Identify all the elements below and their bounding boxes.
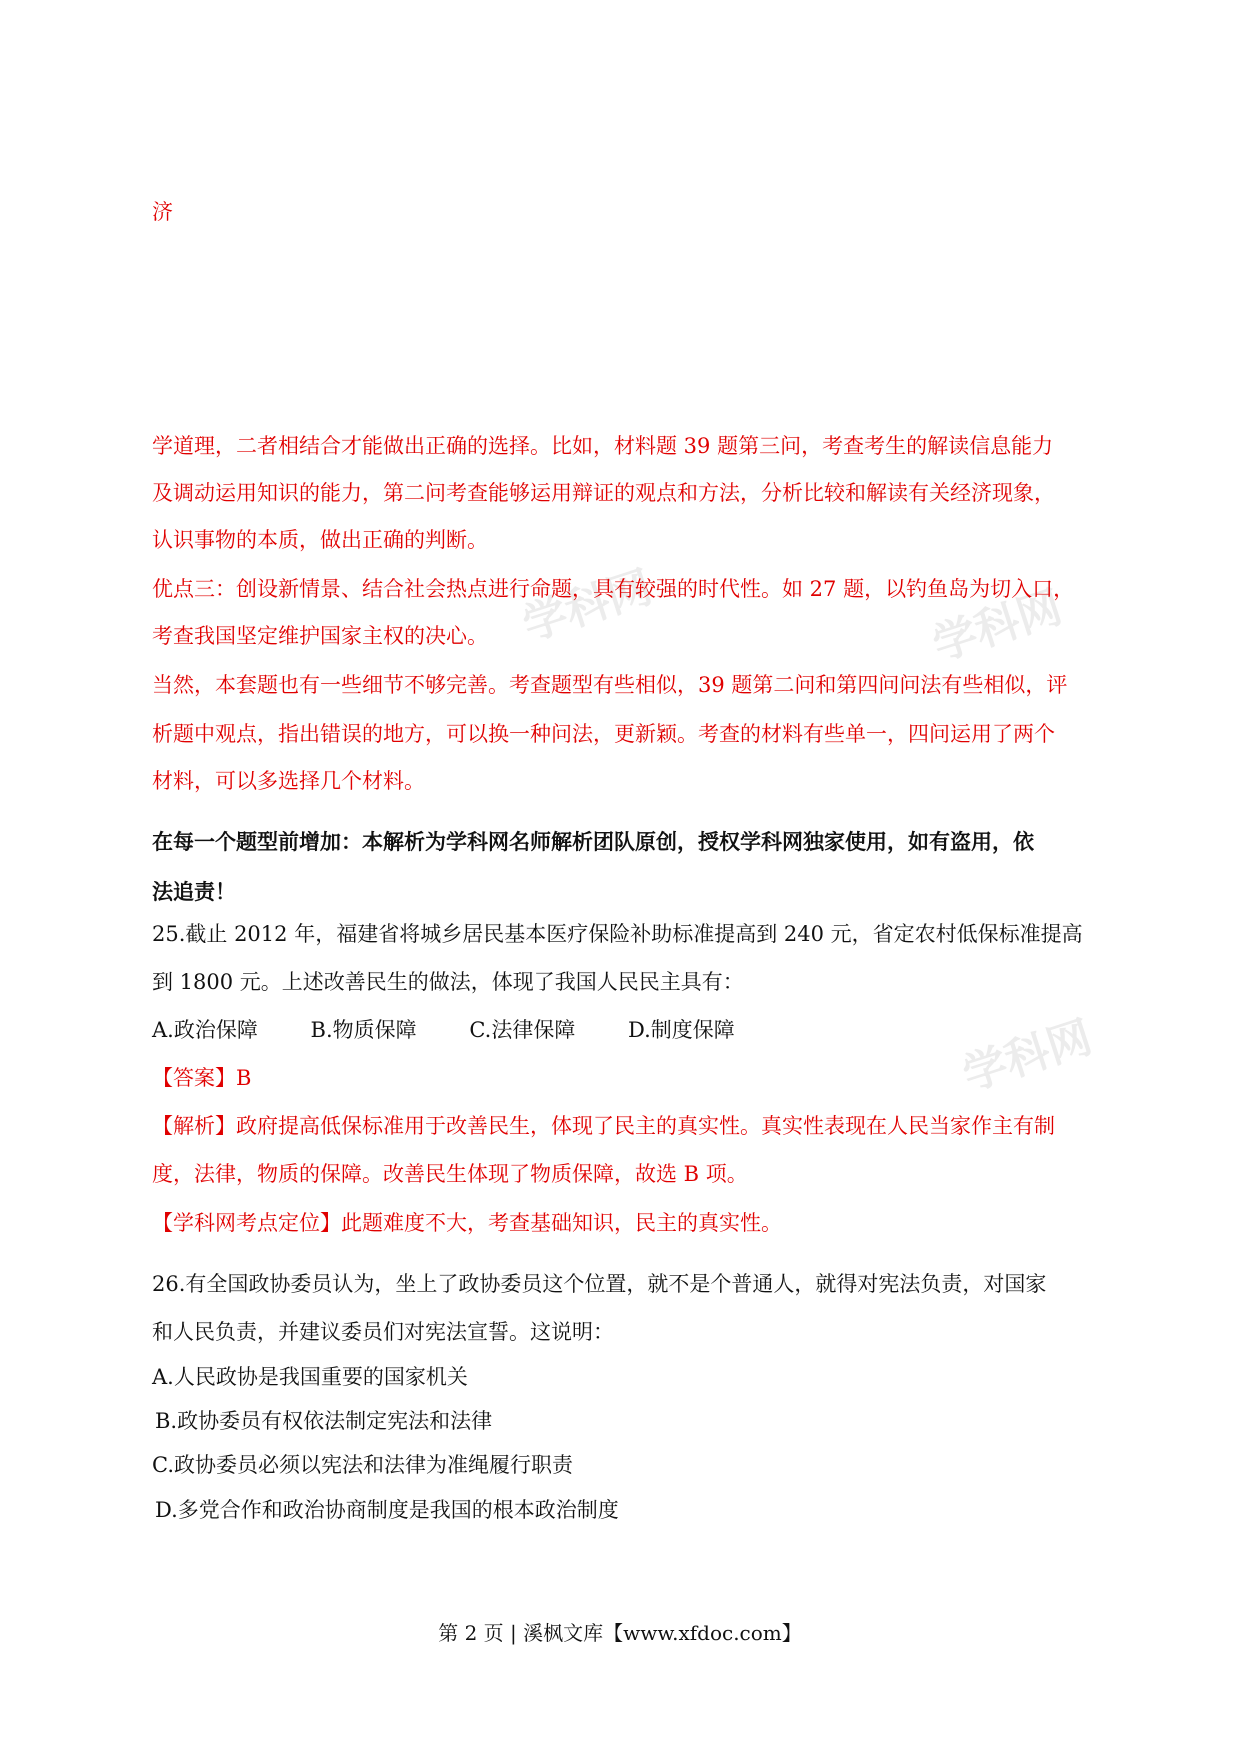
intro-line-4: 优点三：创设新情景、结合社会热点进行命题，具有较强的时代性。如 27 题，以钓鱼岛为切入口， bbox=[152, 577, 1075, 601]
watermark: 学科网 bbox=[956, 1011, 1099, 1101]
q26-option-a: A.人民政协是我国重要的国家机关 bbox=[152, 1365, 468, 1389]
q25-options bbox=[152, 1014, 781, 1044]
q26-option-d: D.多党合作和政治协商制度是我国的根本政治制度 bbox=[155, 1498, 619, 1522]
q26-option-b: B.政协委员有权依法制定宪法和法律 bbox=[155, 1409, 493, 1433]
intro-line-2: 及调动运用知识的能力，第二问考查能够运用辩证的观点和方法，分析比较和解读有关经济现象， bbox=[152, 481, 1055, 505]
q25-stem-1: 25.截止 2012 年，福建省将城乡居民基本医疗保险补助标准提高到 240 元，省定农村低保标准提高 bbox=[152, 922, 1083, 946]
q25-option-d: D.制度保障 bbox=[628, 1018, 735, 1042]
q25-analysis-1: 【解析】政府提高低保标准用于改善民生，体现了民主的真实性。真实性表现在人民当家作主有制 bbox=[152, 1114, 1055, 1138]
intro-line-6: 当然，本套题也有一些细节不够完善。考查题型有些相似，39 题第二问和第四问问法有些相似，评 bbox=[152, 673, 1068, 697]
q25-option-b: B.物质保障 bbox=[310, 1018, 417, 1042]
q25-analysis-2: 度，法律，物质的保障。改善民生体现了物质保障，故选 B 项。 bbox=[152, 1162, 748, 1186]
watermark: 学科网 bbox=[516, 561, 659, 651]
intro-line-8: 材料，可以多选择几个材料。 bbox=[152, 769, 425, 793]
q26-stem-2: 和人民负责，并建议委员们对宪法宣誓。这说明： bbox=[152, 1320, 614, 1344]
page-footer: 第 2 页 | 溪枫文库【www.xfdoc.com】 bbox=[438, 1621, 802, 1645]
intro-line-3: 认识事物的本质，做出正确的判断。 bbox=[152, 528, 488, 552]
q26-stem-1: 26.有全国政协委员认为，坐上了政协委员这个位置，就不是个普通人，就得对宪法负责，对国家 bbox=[152, 1272, 1047, 1296]
q25-answer: 【答案】B bbox=[152, 1066, 252, 1090]
intro-line-1: 学道理，二者相结合才能做出正确的选择。比如，材料题 39 题第三问，考查考生的解读信息能力 bbox=[152, 434, 1054, 458]
notice-line-2: 法追责！ bbox=[152, 879, 236, 904]
intro-line-7: 析题中观点，指出错误的地方，可以换一种问法，更新颖。考查的材料有些单一，四问运用了两个 bbox=[152, 722, 1055, 746]
q25-stem-2: 到 1800 元。上述改善民生的做法，体现了我国人民民主具有： bbox=[152, 970, 744, 994]
notice-line-1: 在每一个题型前增加：本解析为学科网名师解析团队原创，授权学科网独家使用，如有盗用，依 bbox=[152, 829, 1034, 854]
q25-option-a: A.政治保障 bbox=[152, 1018, 258, 1042]
intro-line-5: 考查我国坚定维护国家主权的决心。 bbox=[152, 624, 488, 648]
q25-kaodian: 【学科网考点定位】此题难度不大，考查基础知识，民主的真实性。 bbox=[152, 1211, 782, 1235]
watermark: 学科网 bbox=[926, 581, 1069, 671]
q26-option-c: C.政协委员必须以宪法和法律为准绳履行职责 bbox=[152, 1453, 573, 1477]
q25-option-c: C.法律保障 bbox=[469, 1018, 576, 1042]
header-fragment: 济 bbox=[152, 200, 173, 224]
